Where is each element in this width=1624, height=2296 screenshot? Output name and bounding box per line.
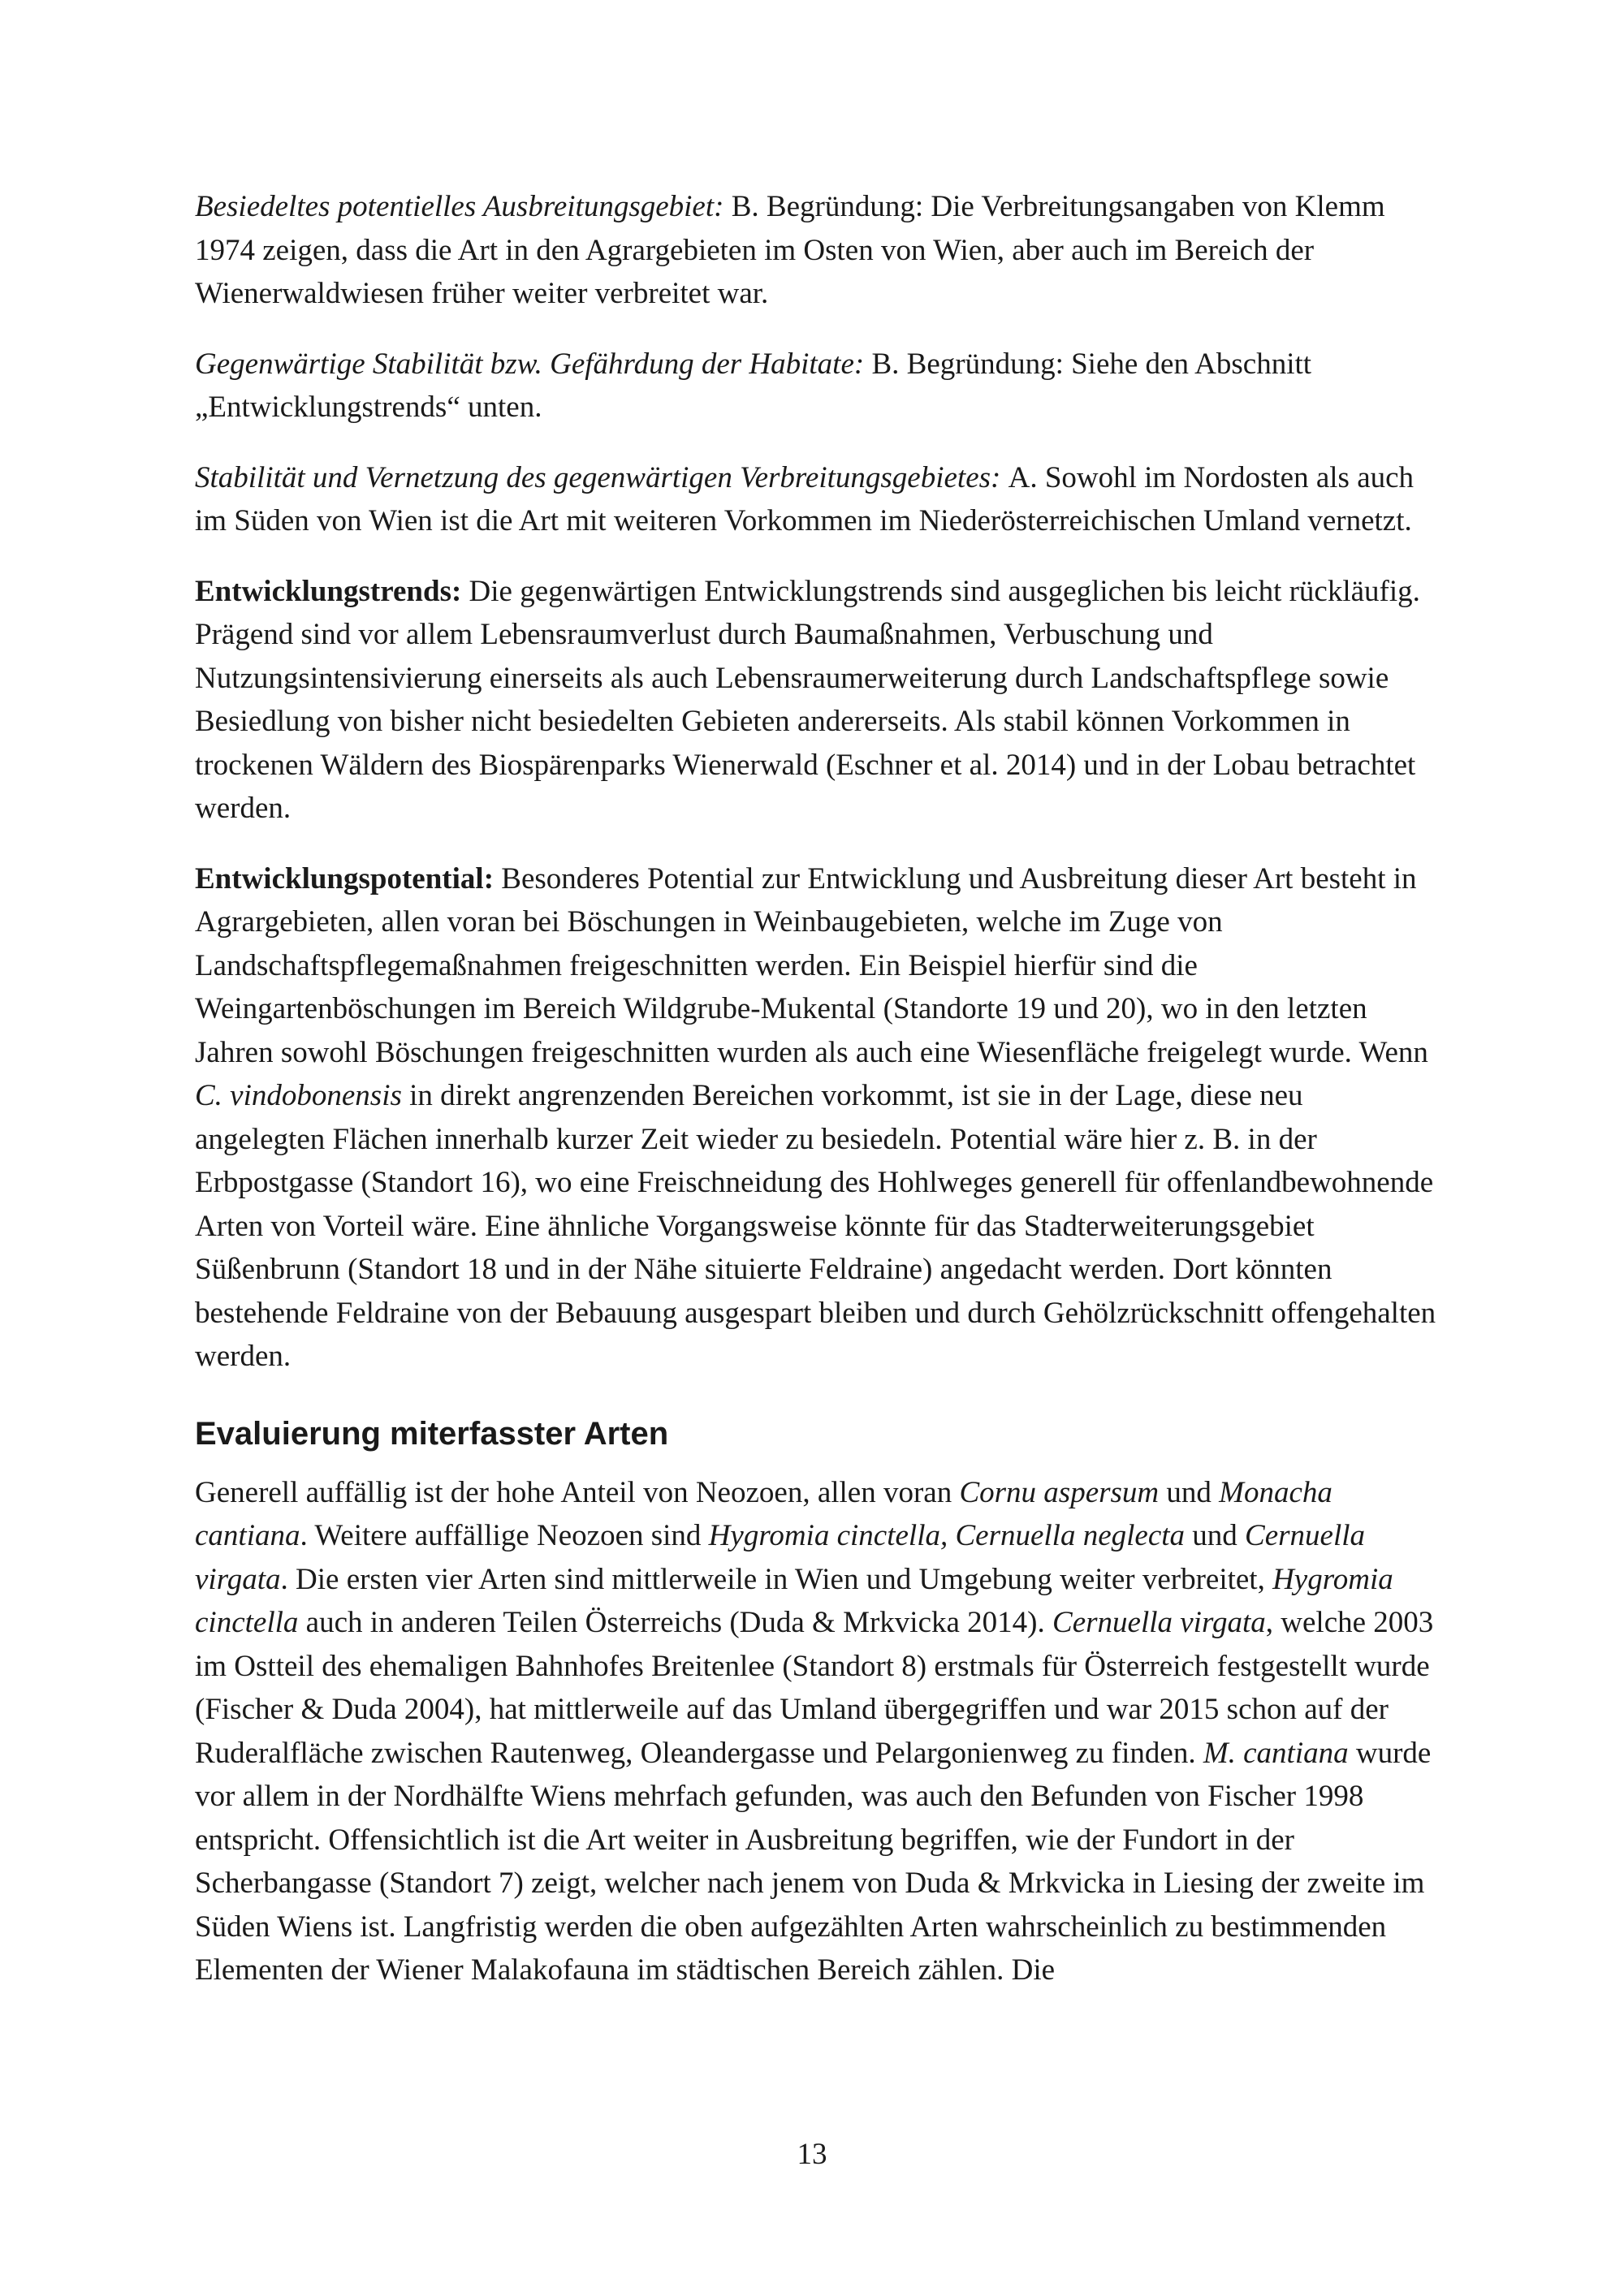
species-name: Cernuella virgata [1052,1606,1266,1639]
species-name: Hygromia cinctella, Cernuella neglecta [708,1519,1186,1552]
text-stabilitaet: B. Begründung: Siehe den Abschnitt „Entwicklungstrends“ unten. [195,347,1312,424]
paragraph-besiedeltes: Besiedeltes potentielles Ausbreitungsgebiet: B. Begründung: Die Verbreitungsangaben von Klemm 1974 zeigen, dass die Art in den Agrargebieten im Osten von Wien, aber auch im Bereich der Wienerwaldwiesen früher weiter verbreitet war. [195,190,1385,310]
label-stabilitaet: Gegenwärtige Stabilität bzw. Gefährdung der Habitate [195,347,854,381]
text-vernetzung: A. Sowohl im Nordosten als auch im Süden von Wien ist die Art mit weiteren Vorkommen im Niederösterreichischen Umland vernetzt. [195,460,1415,537]
species-name: C. vindobonensis [195,1079,402,1112]
paragraph-evaluierung: Generell auffällig ist der hohe Anteil von Neozoen, allen voran Cornu aspersum und Monacha cantiana. Weitere auffällige Neozoen sind Hygromia cinctella, Cernuella neglecta und Cernuella virgata. Die ersten vier Arten sind mittlerweile in Wien und Umgebung weiter verbreitet, Hygromia cinctella auch in anderen Teilen Österreichs (Duda & Mrkvicka 2014). Cernuella virgata, welche 2003 im Ostteil des ehemaligen Bahnhofes Breitenlee (Standort 8) erstmals für Österreich festgestellt wurde (Fischer & Duda 2004), hat mittlerweile auf das Umland übergegriffen und war 2015 schon auf der Ruderalfläche zwischen Rautenweg, Oleandergasse und Pelargonienweg zu finden. M. cantiana wurde vor allem in der Nordhälfte Wiens mehrfach gefunden, was auch den Befunden von Fischer 1998 entspricht. Offensichtlich ist die Art weiter in Ausbreitung begriffen, wie der Fundort in der Scherbangasse (Standort 7) zeigt, welcher nach jenem von Duda & Mrkvicka in Liesing der zweite im Süden Wiens ist. Langfristig werden die oben aufgezählten Arten wahrscheinlich zu bestimmenden Elementen der Wiener Malakofauna im städtischen Bereich zählen. Die [195,1475,1434,1987]
text-entwicklungstrends: Die gegenwärtigen Entwicklungstrends sind ausgeglichen bis leicht rückläufig. Prägend sind vor allem Lebensraumverlust durch Baumaßnahmen, Verbuschung und Nutzungsintensivierung einerseits als auch Lebensraumerweiterung durch Landschaftspflege sowie Besiedlung von bisher nicht besiedelten Gebieten andererseits. Als stabil können Vorkommen in trockenen Wäldern des Biospärenparks Wienerwald (Eschner et al. 2014) und in der Lobau betrachtet werden. [195,574,1420,825]
label-entwicklungstrends: Entwicklungstrends: [195,574,462,608]
species-name: Monacha cantiana [195,1475,1332,1552]
species-name: M. cantiana [1203,1736,1349,1770]
paragraph-stabilitaet: Gegenwärtige Stabilität bzw. Gefährdung der Habitate: B. Begründung: Siehe den Abschnitt „Entwicklungstrends“ unten. [195,347,1312,424]
document-page [195,185,1437,1992]
page-number: 13 [797,2138,827,2171]
species-name: Hygromia cinctella [195,1562,1393,1639]
label-entwicklungspotential: Entwicklungspotential: [195,861,495,896]
paragraph-entwicklungspotential: Entwicklungspotential: Besonderes Potential zur Entwicklung und Ausbreitung dieser Art besteht in Agrargebieten, allen voran bei Böschungen in Weinbaugebieten, welche im Zuge von Landschaftspflegemaßnahmen freigeschnitten werden. Ein Beispiel hierfür sind die Weingartenböschungen im Bereich Wildgrube-Mukental (Standorte 19 und 20), wo in den letzten Jahren sowohl Böschungen freigeschnitten wurden als auch eine Wiesenfläche freigelegt wurde. Wenn C. vindobonensis in direkt angrenzenden Bereichen vorkommt, ist sie in der Lage, diese neu angelegten Flächen innerhalb kurzer Zeit wieder zu besiedeln. Potential wäre hier z. B. in der Erbpostgasse (Standort 16), wo eine Freischneidung des Hohlweges generell für offenlandbewohnende Arten von Vorteil wäre. Eine ähnliche Vorgangsweise könnte für das Stadterweiterungsgebiet Süßenbrunn (Standort 18 und in der Nähe situierte Feldraine) angedacht werden. Dort könnten bestehende Feldraine von der Bebauung ausgespart bleiben und durch Gehölzrückschnitt offengehalten werden. [195,861,1436,1373]
text-besiedeltes: B. Begründung: Die Verbreitungsangaben von Klemm 1974 zeigen, dass die Art in den Agrargebieten im Osten von Wien, aber auch im Bereich der Wienerwaldwiesen früher weiter verbreitet war. [195,190,1385,310]
label-besiedeltes: Besiedeltes potentielles Ausbreitungsgebiet [195,190,715,223]
paragraph-entwicklungstrends [195,570,1437,831]
species-name: Cornu aspersum [959,1475,1160,1509]
section-heading: Evaluierung miterfasster Arten [195,1415,669,1452]
species-name: Cernuella virgata [195,1519,1366,1596]
label-vernetzung: Stabilität und Vernetzung des gegenwärtigen Verbreitungsgebietes [195,460,991,494]
paragraph-vernetzung: Stabilität und Vernetzung des gegenwärtigen Verbreitungsgebietes: A. Sowohl im Nordosten als auch im Süden von Wien ist die Art mit weiteren Vorkommen im Niederösterreichischen Umland vernetzt. [195,460,1415,537]
